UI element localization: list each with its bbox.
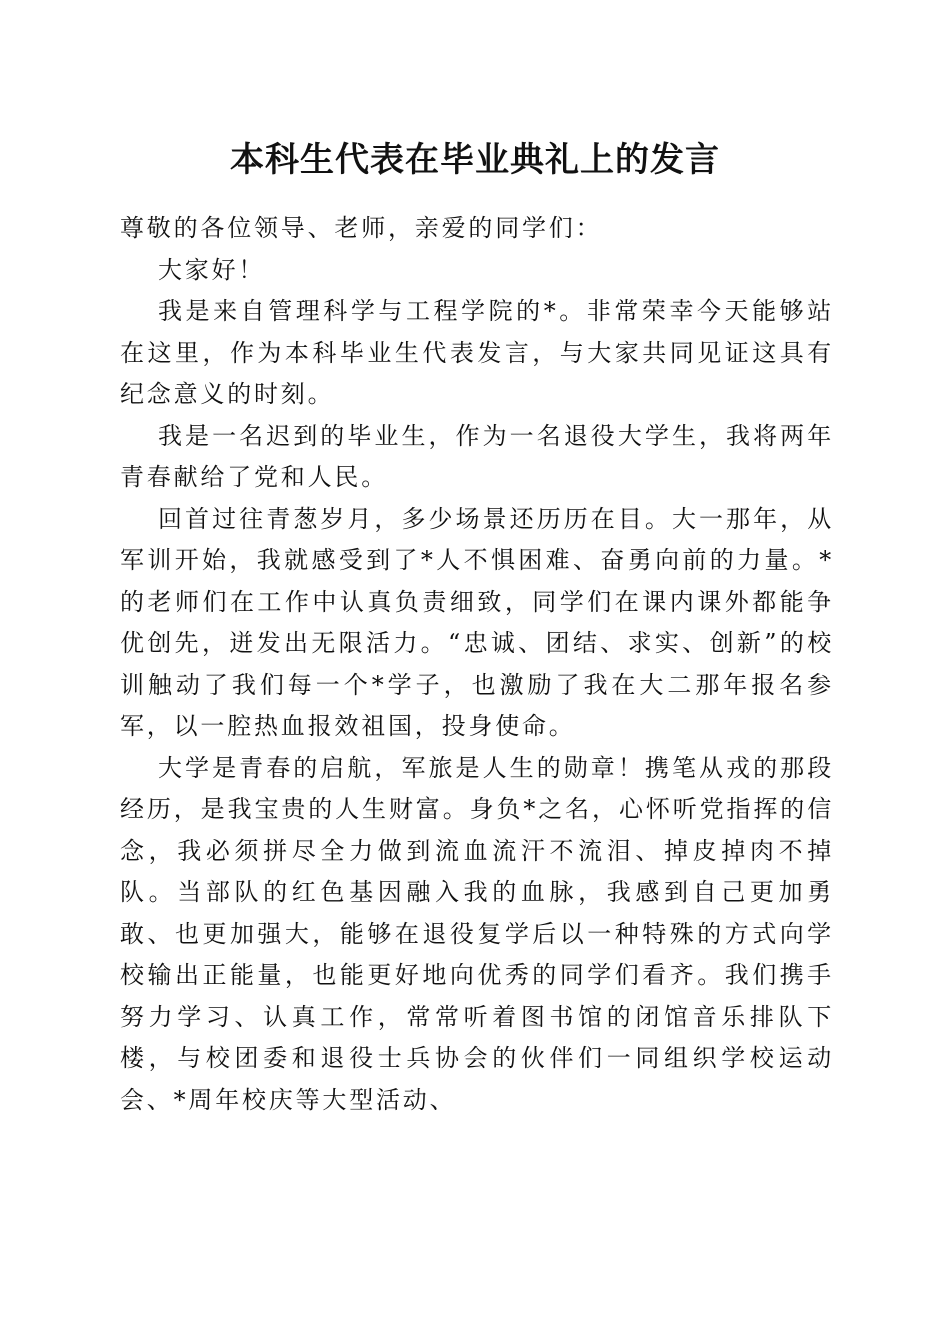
salutation: 尊敬的各位领导、老师，亲爱的同学们：: [120, 214, 603, 242]
paragraph-memories: 回首过往青葱岁月，多少场景还历历在目。大一那年，从军训开始，我就感受到了*人不惧困难、奋勇向前的力量。*的老师们在工作中认真负责细致，同学们在课内课外都能争优创先，迸发出无限活力。“忠诚、团结、求实、创新”的校训触动了我们每一个*学子，也激励了我在大二那年报名参军，以一腔热血报效祖国，投身使命。: [120, 504, 834, 740]
document-title: 本科生代表在毕业典礼上的发言: [230, 140, 720, 180]
greeting: 大家好！: [158, 255, 266, 284]
document-body: [120, 208, 834, 1121]
paragraph-intro: 我是来自管理科学与工程学院的*。非常荣幸今天能够站在这里，作为本科毕业生代表发言，与大家共同见证这具有纪念意义的时刻。: [120, 297, 834, 408]
paragraph-veteran: 我是一名迟到的毕业生，作为一名退役大学生，我将两年青春献给了党和人民。: [120, 421, 834, 491]
paragraph-military: 大学是青春的启航，军旅是人生的勋章！携笔从戎的那段经历，是我宝贵的人生财富。身负*之名，心怀听党指挥的信念，我必须拼尽全力做到流血流汗不流泪、掉皮掉肉不掉队。当部队的红色基因融入我的血脉，我感到自己更加勇敢、也更加强大，能够在退役复学后以一种特殊的方式向学校输出正能量，也能更好地向优秀的同学们看齐。我们携手努力学习、认真工作，常常听着图书馆的闭馆音乐排队下楼，与校团委和退役士兵协会的伙伴们一同组织学校运动会、*周年校庆等大型活动、: [120, 753, 834, 1114]
